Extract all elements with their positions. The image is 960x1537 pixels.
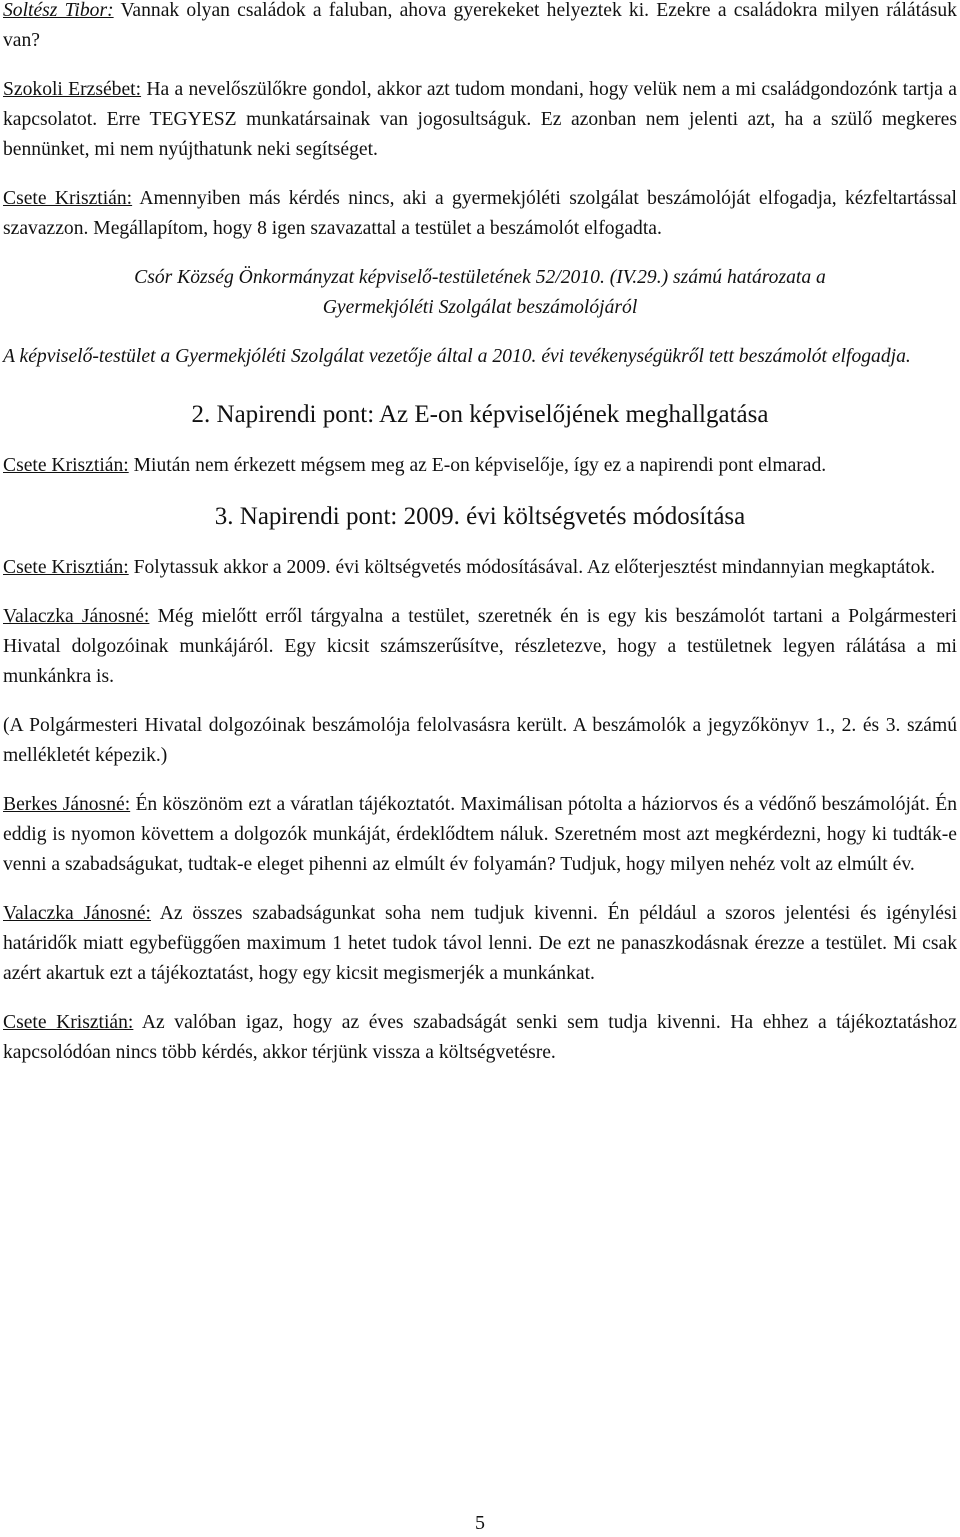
paragraph-text: Folytassuk akkor a 2009. évi költségvetés módosításával. Az előterjesztést mindannyian megkaptátok. xyxy=(128,557,936,578)
paragraph-text: Vannak olyan családok a faluban, ahova gyerekeket helyeztek ki. Ezekre a családokra milyen rálátásuk van? xyxy=(3,0,957,51)
speaker-name: Szokoli Erzsébet: xyxy=(3,79,142,100)
agenda2-heading: 2. Napirendi pont: Az E-on képviselőjének meghallgatása xyxy=(191,401,769,428)
speaker-name: Csete Krisztián: xyxy=(3,455,129,476)
speaker-name: Berkes Jánosné: xyxy=(3,794,131,815)
paragraph-berkes xyxy=(3,790,957,880)
paragraph-valaczka-leave xyxy=(3,899,957,989)
paragraph-text: Ha a nevelőszülőkre gondol, akkor azt tudom mondani, hogy velük nem a mi családgondozónk tartja a kapcsolatot. Erre TEGYESZ munkatársainak van jogosultságuk. Ez azonban nem jelenti azt, ha a szülő megkeres bennünket, mi nem nyújthatunk neki segítséget. xyxy=(3,79,957,160)
paragraph-soltesz xyxy=(3,0,957,56)
speaker-name: Csete Krisztián: xyxy=(3,188,133,209)
page-number: 5 xyxy=(475,1512,485,1534)
speaker-name: Csete Krisztián: xyxy=(3,1012,134,1033)
speaker-name: Soltész Tibor: xyxy=(3,0,114,21)
speaker-name: Csete Krisztián: xyxy=(3,557,129,578)
paragraph-text: Amennyiben más kérdés nincs, aki a gyermekjóléti szolgálat beszámolóját elfogadja, kézfeltartással szavazzon. Megállapítom, hogy 8 igen szavazattal a testület a beszámolót elfogadta. xyxy=(3,188,958,239)
page-content xyxy=(3,0,957,1068)
decision-title-line2: Gyermekjóléti Szolgálat beszámolójáról xyxy=(322,297,638,318)
paragraph-text: Még mielőtt erről tárgyalna a testület, szeretnék én is egy kis beszámolót tartani a Polgármesteri Hivatal dolgozóinak munkájáról. Egy kicsit számszerűsítve, részletezve, hogy a testületnek legyen rálátása a mi munkánkra is. xyxy=(3,606,957,687)
paragraph-note xyxy=(3,711,957,771)
agenda3-heading: 3. Napirendi pont: 2009. évi költségvetés módosítása xyxy=(214,503,746,530)
paragraph-csete-vote xyxy=(3,184,957,244)
speaker-name: Valaczka Jánosné: xyxy=(3,606,150,627)
speaker-name: Valaczka Jánosné: xyxy=(3,903,151,924)
paragraph-csete-budget xyxy=(3,553,957,583)
paragraph-text: Miután nem érkezett mégsem meg az E-on képviselője, így ez a napirendi pont elmarad. xyxy=(128,455,827,476)
decision-title-line1: Csór Község Önkormányzat képviselő-testületének 52/2010. (IV.29.) számú határozata a xyxy=(134,267,826,288)
paragraph-agenda2 xyxy=(3,451,957,481)
paragraph-text: Az valóban igaz, hogy az éves szabadságát senki sem tudja kivenni. Ha ehhez a tájékoztatáshoz kapcsolódóan nincs több kérdés, akkor térjünk vissza a költségvetésre. xyxy=(3,1012,957,1063)
paragraph-text: Az összes szabadságunkat soha nem tudjuk kivenni. Én például a szoros jelentési és igénylési határidők miatt egybefüggően maximum 1 hetet tudok távol lenni. De ezt ne panaszkodásnak érezze a testület. Mi csak azért akartuk ezt a tájékoztatást, hogy egy kicsit megismerjék a munkánkat. xyxy=(3,903,958,984)
paragraph-csete-return xyxy=(3,1008,957,1068)
paragraph-text: (A Polgármesteri Hivatal dolgozóinak beszámolója felolvasásra került. A beszámolók a jegyzőkönyv 1., 2. és 3. számú mellékletét képezik.) xyxy=(3,715,957,766)
paragraph-szokoli xyxy=(3,75,957,165)
paragraph-valaczka-report xyxy=(3,602,957,692)
decision-body: A képviselő-testület a Gyermekjóléti Szolgálat vezetője által a 2010. évi tevékenységükről tett beszámolót elfogadja. xyxy=(3,346,911,367)
paragraph-text: Én köszönöm ezt a váratlan tájékoztatót. Maximálisan pótolta a háziorvos és a védőnő beszámolóját. Én eddig is nyomon követtem a dolgozók munkáját, érdeklődtem náluk. Szeretném most azt megkérdezni, hogy ki tudták-e venni a szabadságukat, tudtak-e eleget pihenni az elmúlt év folyamán? Tudjuk, hogy milyen nehéz volt az elmúlt év. xyxy=(3,794,957,875)
